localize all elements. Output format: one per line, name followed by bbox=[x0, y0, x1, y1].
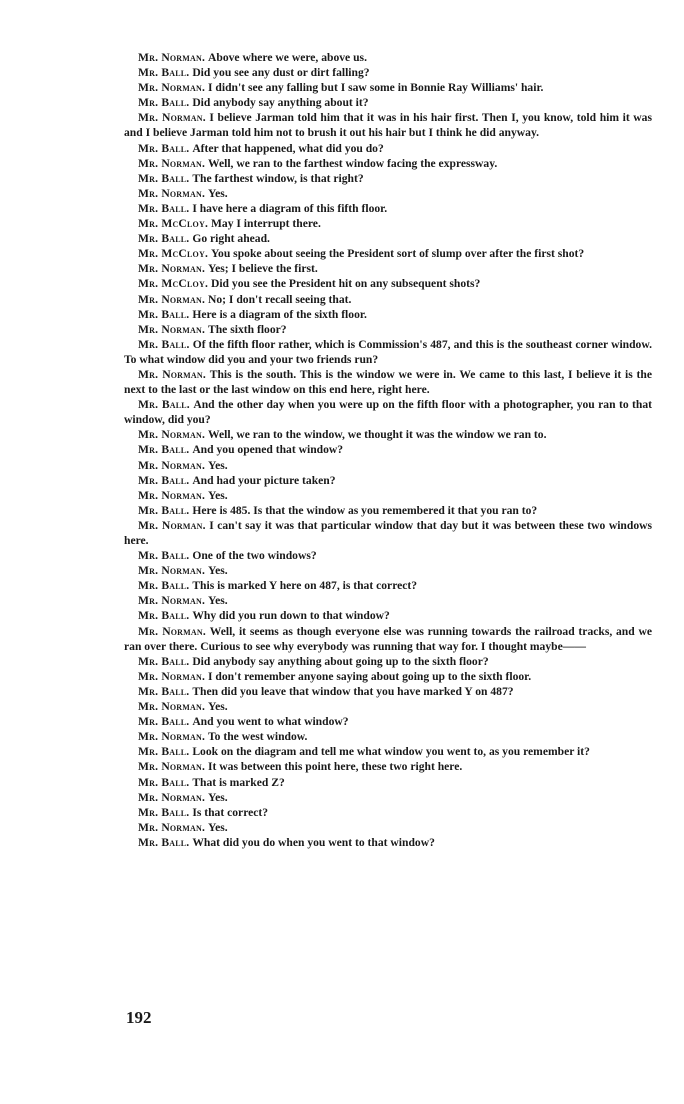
testimony-paragraph bbox=[124, 714, 652, 729]
testimony-paragraph bbox=[124, 427, 652, 442]
speaker-label: Mr. Ball. bbox=[138, 745, 190, 759]
testimony-text: Of the fifth floor rather, which is Commission's 487, and this is the southeast corner window. To what window did you and your two friends run? bbox=[124, 337, 652, 366]
testimony-text: Yes. bbox=[208, 820, 228, 834]
testimony-paragraph bbox=[124, 367, 652, 397]
testimony-paragraph bbox=[124, 488, 652, 503]
testimony-paragraph bbox=[124, 503, 652, 518]
testimony-paragraph bbox=[124, 699, 652, 714]
testimony-text: The farthest window, is that right? bbox=[192, 171, 364, 185]
speaker-label: Mr. Ball. bbox=[138, 715, 190, 729]
testimony-text: That is marked Z? bbox=[192, 775, 285, 789]
testimony-paragraph bbox=[124, 80, 652, 95]
testimony-paragraph bbox=[124, 835, 652, 850]
speaker-label: Mr. Norman. bbox=[138, 624, 206, 638]
testimony-paragraph bbox=[124, 292, 652, 307]
testimony-paragraph bbox=[124, 458, 652, 473]
testimony-paragraph bbox=[124, 759, 652, 774]
speaker-label: Mr. Norman. bbox=[138, 51, 206, 64]
testimony-text: The sixth floor? bbox=[208, 322, 287, 336]
testimony-paragraph bbox=[124, 684, 652, 699]
speaker-label: Mr. Ball. bbox=[138, 201, 190, 215]
testimony-paragraph bbox=[124, 397, 652, 427]
testimony-paragraph bbox=[124, 95, 652, 110]
testimony-text: Did anybody say anything about going up to the sixth floor? bbox=[192, 654, 489, 668]
speaker-label: Mr. McCloy. bbox=[138, 247, 209, 261]
testimony-paragraph bbox=[124, 322, 652, 337]
testimony-text: Here is a diagram of the sixth floor. bbox=[192, 307, 367, 321]
testimony-paragraph bbox=[124, 805, 652, 820]
testimony-paragraph bbox=[124, 171, 652, 186]
speaker-label: Mr. Norman. bbox=[138, 760, 206, 774]
testimony-text: May I interrupt there. bbox=[210, 217, 321, 231]
testimony-text: What did you do when you went to that window? bbox=[192, 835, 435, 849]
testimony-paragraph bbox=[124, 110, 652, 140]
testimony-text: I believe Jarman told him that it was in his hair first. Then I, you know, told him it was and I believe Jarman told him not to brush it out his hair but I think he did anyway. bbox=[124, 111, 652, 140]
speaker-label: Mr. Ball. bbox=[138, 66, 190, 80]
testimony-text: Yes. bbox=[208, 700, 228, 714]
speaker-label: Mr. Ball. bbox=[138, 232, 190, 246]
testimony-paragraph bbox=[124, 65, 652, 80]
testimony-paragraph bbox=[124, 578, 652, 593]
speaker-label: Mr. Norman. bbox=[138, 730, 206, 744]
speaker-label: Mr. Ball. bbox=[138, 473, 190, 487]
speaker-label: Mr. McCloy. bbox=[138, 217, 209, 231]
speaker-label: Mr. Ball. bbox=[138, 609, 190, 623]
testimony-paragraph bbox=[124, 790, 652, 805]
speaker-label: Mr. Ball. bbox=[138, 503, 190, 517]
testimony-paragraph bbox=[124, 276, 652, 291]
testimony-text: This is the south. This is the window we were in. We came to this last, I believe it is the next to the last or the last window on this end here, right here. bbox=[124, 367, 652, 397]
testimony-text: Above where we were, above us. bbox=[208, 51, 367, 64]
testimony-text: And you went to what window? bbox=[192, 715, 349, 729]
testimony-paragraph bbox=[124, 593, 652, 608]
testimony-text: Did you see the President hit on any subsequent shots? bbox=[210, 277, 481, 291]
testimony-paragraph bbox=[124, 744, 652, 759]
speaker-label: Mr. Norman. bbox=[138, 292, 206, 306]
testimony-text: After that happened, what did you do? bbox=[192, 141, 384, 155]
testimony-text: It was between this point here, these two right here. bbox=[208, 760, 463, 774]
testimony-paragraph bbox=[124, 518, 652, 548]
speaker-label: Mr. Ball. bbox=[138, 307, 190, 321]
testimony-text: Why did you run down to that window? bbox=[192, 609, 390, 623]
speaker-label: Mr. Ball. bbox=[138, 654, 190, 668]
speaker-label: Mr. Norman. bbox=[138, 488, 206, 502]
testimony-text: Yes. bbox=[208, 186, 228, 200]
testimony-paragraph bbox=[124, 337, 652, 367]
testimony-text: Yes; I believe the first. bbox=[208, 262, 318, 276]
testimony-paragraph bbox=[124, 156, 652, 171]
speaker-label: Mr. Ball. bbox=[138, 141, 190, 155]
speaker-label: Mr. Ball. bbox=[138, 579, 190, 593]
testimony-text: I don't remember anyone saying about going up to the sixth floor. bbox=[208, 669, 532, 683]
testimony-text: Did you see any dust or dirt falling? bbox=[192, 66, 370, 80]
testimony-text: Yes. bbox=[208, 564, 228, 578]
speaker-label: Mr. Norman. bbox=[138, 322, 206, 336]
speaker-label: Mr. Norman. bbox=[138, 700, 206, 714]
speaker-label: Mr. Norman. bbox=[138, 186, 206, 200]
testimony-text: Did anybody say anything about it? bbox=[192, 96, 369, 110]
testimony-text: Go right ahead. bbox=[192, 232, 270, 246]
testimony-paragraph bbox=[124, 442, 652, 457]
testimony-paragraph bbox=[124, 775, 652, 790]
testimony-paragraph bbox=[124, 50, 652, 65]
testimony-text: And had your picture taken? bbox=[192, 473, 336, 487]
speaker-label: Mr. Norman. bbox=[138, 428, 206, 442]
testimony-text: Well, we ran to the window, we thought it was the window we ran to. bbox=[208, 428, 547, 442]
testimony-paragraph bbox=[124, 563, 652, 578]
speaker-label: Mr. Norman. bbox=[138, 262, 206, 276]
testimony-paragraph bbox=[124, 216, 652, 231]
speaker-label: Mr. Norman. bbox=[138, 669, 206, 683]
testimony-paragraph bbox=[124, 473, 652, 488]
speaker-label: Mr. Norman. bbox=[138, 518, 206, 532]
testimony-text: Well, we ran to the farthest window facing the expressway. bbox=[208, 156, 498, 170]
testimony-page bbox=[124, 50, 652, 850]
testimony-text: I can't say it was that particular window that day but it was between these two windows here. bbox=[124, 518, 652, 547]
testimony-text: And the other day when you were up on the fifth floor with a photographer, you ran to that window, did you? bbox=[124, 398, 652, 427]
testimony-paragraph bbox=[124, 654, 652, 669]
testimony-paragraph bbox=[124, 186, 652, 201]
speaker-label: Mr. Ball. bbox=[138, 549, 190, 563]
speaker-label: Mr. Ball. bbox=[138, 171, 190, 185]
testimony-paragraph bbox=[124, 231, 652, 246]
testimony-text: Then did you leave that window that you have marked Y on 487? bbox=[192, 684, 514, 698]
speaker-label: Mr. Norman. bbox=[138, 564, 206, 578]
testimony-text: Yes. bbox=[208, 488, 228, 502]
testimony-paragraph bbox=[124, 141, 652, 156]
speaker-label: Mr. Ball. bbox=[138, 398, 190, 412]
page-number: 192 bbox=[126, 1008, 152, 1027]
testimony-text: Is that correct? bbox=[192, 805, 269, 819]
speaker-label: Mr. Ball. bbox=[138, 96, 190, 110]
speaker-label: Mr. Norman. bbox=[138, 156, 206, 170]
testimony-paragraph bbox=[124, 246, 652, 261]
testimony-text: Look on the diagram and tell me what window you went to, as you remember it? bbox=[192, 745, 590, 759]
testimony-text: Well, it seems as though everyone else was running towards the railroad tracks, and we ran over there. Curious to see why everybody was running that way for. I thought maybe—— bbox=[124, 624, 652, 653]
testimony-text: This is marked Y here on 487, is that correct? bbox=[192, 579, 418, 593]
testimony-text: I have here a diagram of this fifth floor. bbox=[192, 201, 388, 215]
testimony-text: One of the two windows? bbox=[192, 549, 317, 563]
speaker-label: Mr. Ball. bbox=[138, 443, 190, 457]
testimony-paragraph bbox=[124, 820, 652, 835]
speaker-label: Mr. Ball. bbox=[138, 337, 190, 351]
testimony-text: Yes. bbox=[208, 458, 228, 472]
speaker-label: Mr. Norman. bbox=[138, 111, 206, 125]
testimony-text: I didn't see any falling but I saw some in Bonnie Ray Williams' hair. bbox=[208, 81, 544, 95]
speaker-label: Mr. Ball. bbox=[138, 775, 190, 789]
testimony-text: No; I don't recall seeing that. bbox=[208, 292, 352, 306]
speaker-label: Mr. Norman. bbox=[138, 81, 206, 95]
speaker-label: Mr. Norman. bbox=[138, 594, 206, 608]
testimony-paragraph bbox=[124, 307, 652, 322]
testimony-paragraph bbox=[124, 261, 652, 276]
speaker-label: Mr. Norman. bbox=[138, 367, 206, 381]
speaker-label: Mr. Norman. bbox=[138, 820, 206, 834]
testimony-text: And you opened that window? bbox=[192, 443, 344, 457]
testimony-text: You spoke about seeing the President sort of slump over after the first shot? bbox=[210, 247, 585, 261]
speaker-label: Mr. Ball. bbox=[138, 684, 190, 698]
speaker-label: Mr. Norman. bbox=[138, 790, 206, 804]
testimony-text: Yes. bbox=[208, 790, 228, 804]
speaker-label: Mr. Ball. bbox=[138, 805, 190, 819]
speaker-label: Mr. McCloy. bbox=[138, 277, 209, 291]
testimony-paragraph bbox=[124, 201, 652, 216]
speaker-label: Mr. Ball. bbox=[138, 835, 190, 849]
speaker-label: Mr. Norman. bbox=[138, 458, 206, 472]
testimony-paragraph bbox=[124, 608, 652, 623]
testimony-paragraph bbox=[124, 729, 652, 744]
testimony-text: To the west window. bbox=[208, 730, 308, 744]
testimony-text: Yes. bbox=[208, 594, 228, 608]
testimony-paragraph bbox=[124, 669, 652, 684]
testimony-paragraph bbox=[124, 548, 652, 563]
testimony-paragraph bbox=[124, 624, 652, 654]
testimony-text: Here is 485. Is that the window as you remembered it that you ran to? bbox=[192, 503, 538, 517]
